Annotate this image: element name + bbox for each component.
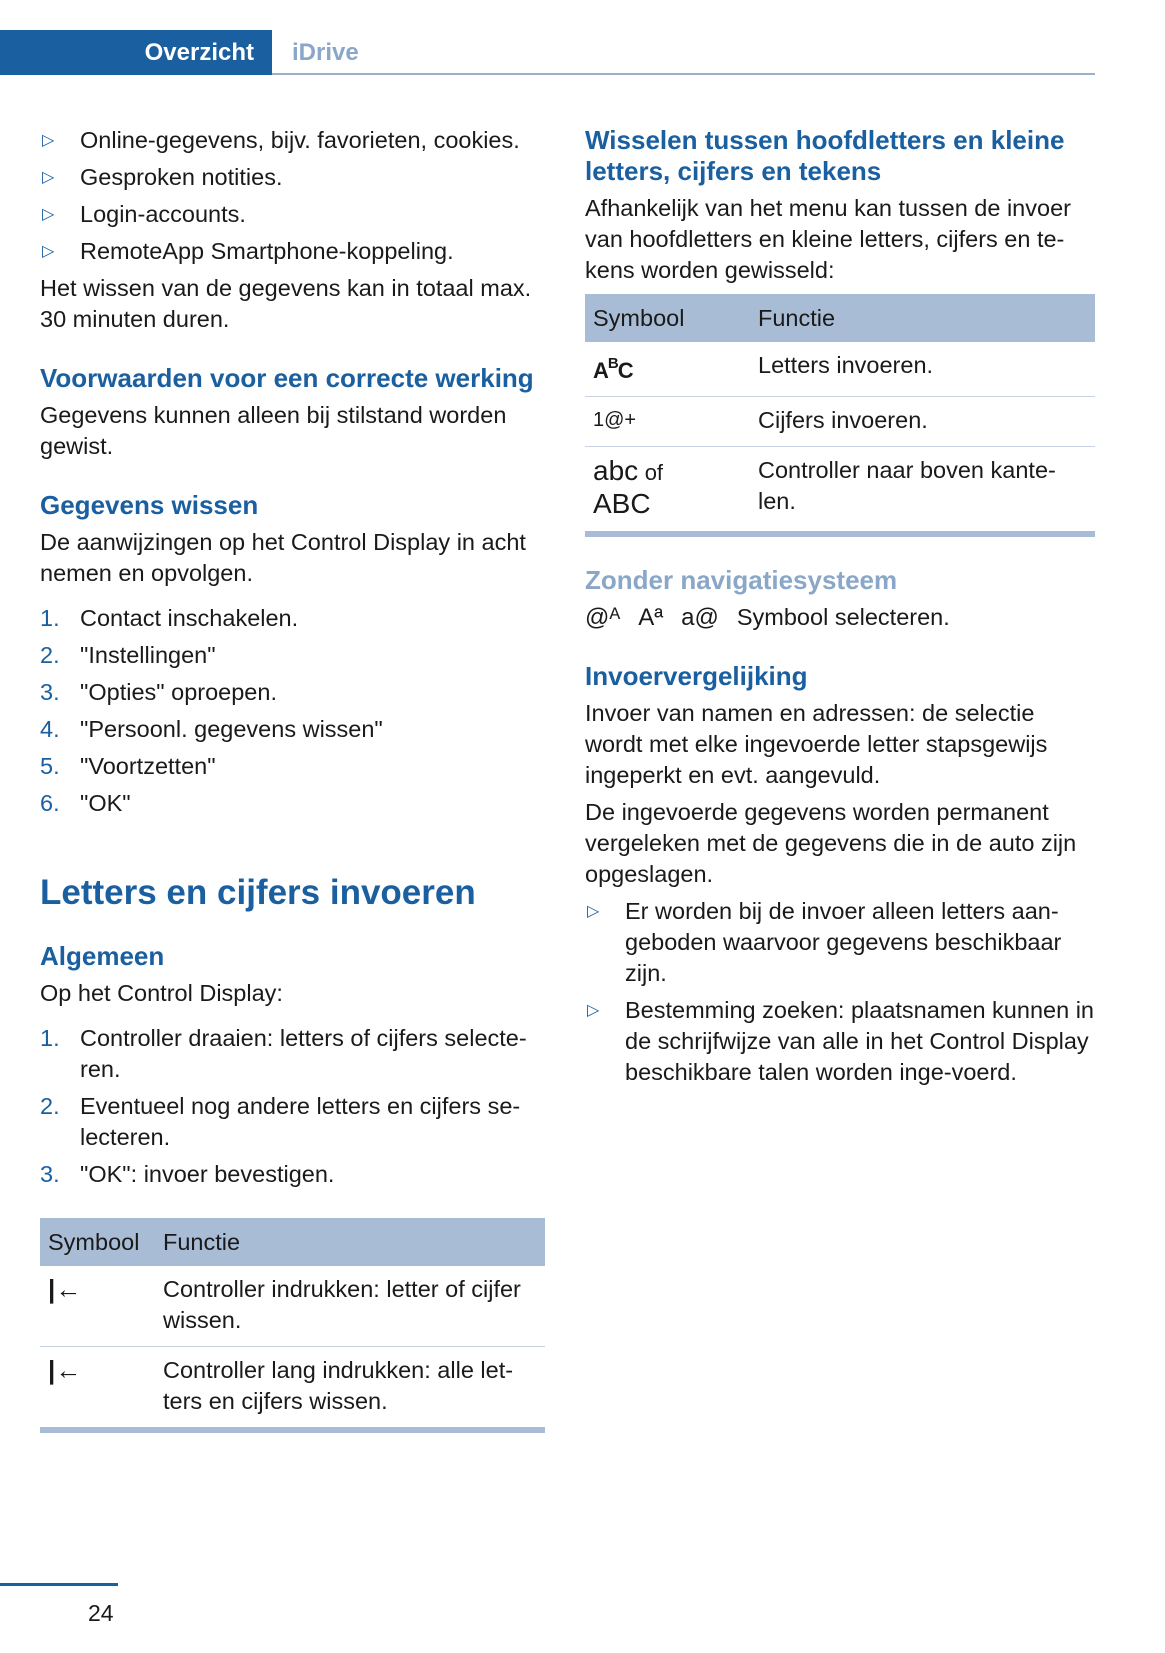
backspace-icon: |← <box>40 1347 155 1431</box>
wipe-duration-text: Het wissen van de gegevens kan in totaal max. 30 minuten duren. <box>40 275 532 332</box>
delete-symbol-table <box>40 1218 545 1433</box>
page-number: 24 <box>88 1600 114 1626</box>
compare-text-1: Invoer van namen en adressen: de selectie wordt met elke ingevoerde letter stapsgewijs ingeperkt en evt. aangevuld. <box>585 700 1048 789</box>
conditions-text: Gegevens kunnen alleen bij stilstand worden gewist. <box>40 402 507 459</box>
table-row <box>585 397 1095 447</box>
tab-idrive[interactable]: iDrive <box>292 39 359 66</box>
compare-heading: Invoervergelijking <box>585 661 808 692</box>
table-row <box>40 1347 545 1431</box>
triangle-bullet-icon: ▷ <box>42 206 55 223</box>
wipe-steps <box>40 603 545 819</box>
triangle-bullet-icon: ▷ <box>587 903 600 921</box>
table-row <box>585 447 1095 535</box>
case-toggle-icon: abc of ABC <box>585 447 750 535</box>
list-item: 1. Controller draaien: letters of cijfers selecte-ren. <box>40 1025 527 1082</box>
list-item: 4. "Persoonl. gegevens wissen" <box>40 716 383 742</box>
table-row <box>585 342 1095 397</box>
list-item: 3. "OK": invoer bevestigen. <box>40 1161 335 1187</box>
list-item: 2. Eventueel nog andere letters en cijfers se-lecteren. <box>40 1093 521 1150</box>
tab-overzicht[interactable]: Overzicht <box>0 30 272 75</box>
general-heading: Algemeen <box>40 941 165 971</box>
general-text: Op het Control Display: <box>40 980 283 1006</box>
list-item: 5. "Voortzetten" <box>40 753 216 779</box>
function-cell: Controller naar boven kante-len. <box>750 447 1095 535</box>
page-header <box>0 30 1095 75</box>
lowercase-symbol-icon: a@ <box>681 604 719 632</box>
list-item: 1. Contact inschakelen. <box>40 605 299 631</box>
nonav-symbol-row <box>585 602 1095 633</box>
case-symbol-table <box>585 294 1095 537</box>
right-column <box>585 125 1095 1094</box>
switch-heading: Wisselen tussen hoofdletters en kleine letters, cijfers en tekens <box>585 125 1065 186</box>
list-item: 3. "Opties" oproepen. <box>40 679 277 705</box>
list-item: ▷ Login-accounts. <box>40 199 545 230</box>
numbers-icon: 1@+ <box>585 397 750 447</box>
function-cell: Letters invoeren. <box>750 342 1095 397</box>
list-item: ▷ RemoteApp Smartphone-koppeling. <box>40 236 545 267</box>
nonav-text: Symbool selecteren. <box>736 604 950 631</box>
at-symbol-icon: @ᴬ <box>585 604 621 632</box>
col-function-header: Functie <box>750 294 1095 342</box>
list-item: ▷ Gesproken notities. <box>40 162 545 193</box>
header-rule <box>272 73 1095 75</box>
left-column <box>40 125 545 1433</box>
wipe-text: De aanwijzingen op het Control Display in acht nemen en opvolgen. <box>40 529 526 586</box>
footer-rule <box>0 1583 118 1586</box>
table-row <box>40 1266 545 1347</box>
letters-icon: $A^BC$ <box>585 342 750 397</box>
table-header-row <box>585 294 1095 342</box>
function-cell: Controller indrukken: letter of cijfer wissen. <box>155 1266 545 1347</box>
function-cell: Cijfers invoeren. <box>750 397 1095 447</box>
uppercase-symbol-icon: Aª <box>638 604 664 632</box>
wipe-heading: Gegevens wissen <box>40 490 259 520</box>
triangle-bullet-icon: ▷ <box>42 169 55 186</box>
triangle-bullet-icon: ▷ <box>42 132 55 149</box>
list-item: ▷ Er worden bij de invoer alleen letters aan-geboden waarvoor gegevens beschikbaar zijn. <box>587 898 1062 987</box>
table-header-row <box>40 1218 545 1266</box>
list-item: 2. "Instellingen" <box>40 642 216 668</box>
data-bullet-list <box>40 125 545 267</box>
function-cell: Controller lang indrukken: alle let-ters en cijfers wissen. <box>155 1347 545 1431</box>
nonav-heading: Zonder navigatiesysteem <box>585 565 898 596</box>
col-symbol-header: Symbool <box>585 294 750 342</box>
triangle-bullet-icon: ▷ <box>587 1002 600 1020</box>
list-item: ▷ Bestemming zoeken: plaatsnamen kunnen in de schrijfwijze van alle in het Control Display beschikbare talen worden inge-voerd. <box>587 997 1094 1086</box>
compare-bullet-list <box>585 896 1095 1088</box>
col-function-header: Functie <box>155 1218 545 1266</box>
conditions-heading: Voorwaarden voor een correcte werking <box>40 363 534 393</box>
list-item: ▷ Online-gegevens, bijv. favorieten, cookies. <box>40 125 545 156</box>
main-section-title: Letters en cijfers invoeren <box>40 873 476 912</box>
triangle-bullet-icon: ▷ <box>42 243 55 260</box>
list-item: 6. "OK" <box>40 790 131 816</box>
switch-text: Afhankelijk van het menu kan tussen de invoer van hoofdletters en kleine letters, cijfers en te-kens worden gewisseld: <box>585 195 1071 283</box>
backspace-icon: |← <box>40 1266 155 1347</box>
compare-text-2: De ingevoerde gegevens worden permanent vergeleken met de gegevens die in de auto zijn opgeslagen. <box>585 799 1077 888</box>
general-steps <box>40 1023 545 1190</box>
col-symbol-header: Symbool <box>40 1218 155 1266</box>
